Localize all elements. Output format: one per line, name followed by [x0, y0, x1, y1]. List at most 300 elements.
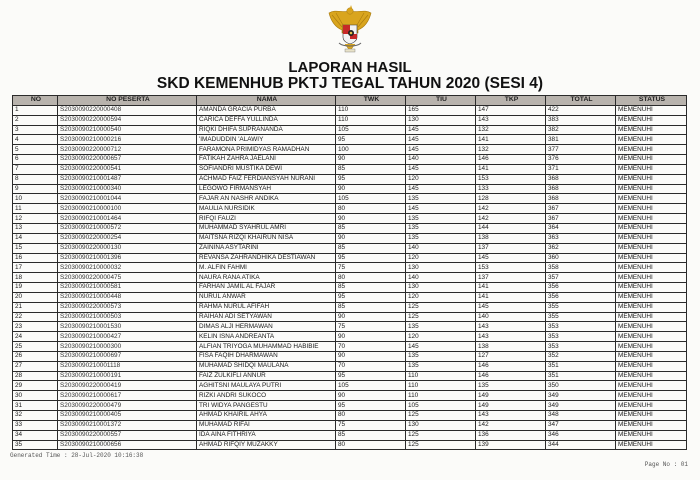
cell-twk: 80 [336, 273, 406, 283]
cell-no-peserta: S2030090210001372 [58, 420, 197, 430]
cell-no-peserta: S2030090210001464 [58, 214, 197, 224]
table-row [13, 401, 687, 411]
cell-tiu: 130 [406, 420, 476, 430]
cell-tiu: 130 [406, 283, 476, 293]
cell-status: MEMENUHI [616, 391, 687, 401]
cell-no-peserta: S2030090210000427 [58, 332, 197, 342]
table-row [13, 135, 687, 145]
cell-tiu: 125 [406, 302, 476, 312]
cell-no-peserta: S2030090220000557 [58, 430, 197, 440]
cell-no: 10 [13, 194, 58, 204]
cell-tkp: 149 [476, 401, 546, 411]
cell-status: MEMENUHI [616, 302, 687, 312]
cell-twk: 85 [336, 223, 406, 233]
cell-status: MEMENUHI [616, 223, 687, 233]
cell-no-peserta: S2030090210000697 [58, 351, 197, 361]
cell-tkp: 132 [476, 145, 546, 155]
table-row [13, 174, 687, 184]
table-row [13, 302, 687, 312]
page-number: Page No : 01 [644, 461, 688, 468]
table-row [13, 164, 687, 174]
cell-no: 7 [13, 164, 58, 174]
cell-status: MEMENUHI [616, 194, 687, 204]
cell-nama: MUHAMAD RIFAI [197, 420, 336, 430]
cell-status: MEMENUHI [616, 292, 687, 302]
cell-tiu: 135 [406, 322, 476, 332]
cell-tiu: 125 [406, 312, 476, 322]
cell-no: 12 [13, 214, 58, 224]
cell-no-peserta: S2030090220000419 [58, 381, 197, 391]
cell-tkp: 142 [476, 420, 546, 430]
cell-tkp: 139 [476, 440, 546, 450]
cell-status: MEMENUHI [616, 273, 687, 283]
cell-tiu: 145 [406, 125, 476, 135]
cell-total: 353 [546, 322, 616, 332]
cell-nama: DIMAS ALJI HERMAWAN [197, 322, 336, 332]
cell-tiu: 165 [406, 105, 476, 115]
cell-no: 5 [13, 145, 58, 155]
cell-tkp: 143 [476, 115, 546, 125]
table-row [13, 125, 687, 135]
cell-no: 24 [13, 332, 58, 342]
cell-tkp: 144 [476, 223, 546, 233]
cell-tkp: 141 [476, 283, 546, 293]
cell-tkp: 137 [476, 243, 546, 253]
cell-total: 367 [546, 204, 616, 214]
table-row [13, 332, 687, 342]
cell-twk: 95 [336, 253, 406, 263]
report-subtitle: SKD KEMENHUB PKTJ TEGAL TAHUN 2020 (SESI 4) [156, 75, 544, 92]
cell-no: 3 [13, 125, 58, 135]
table-row [13, 292, 687, 302]
cell-status: MEMENUHI [616, 430, 687, 440]
cell-tiu: 125 [406, 411, 476, 421]
cell-status: MEMENUHI [616, 351, 687, 361]
cell-tiu: 120 [406, 174, 476, 184]
table-row [13, 253, 687, 263]
cell-tiu: 125 [406, 440, 476, 450]
cell-no: 9 [13, 184, 58, 194]
cell-total: 348 [546, 411, 616, 421]
cell-status: MEMENUHI [616, 283, 687, 293]
cell-status: MEMENUHI [616, 322, 687, 332]
cell-total: 352 [546, 351, 616, 361]
cell-total: 358 [546, 263, 616, 273]
cell-status: MEMENUHI [616, 135, 687, 145]
cell-total: 344 [546, 440, 616, 450]
cell-tiu: 135 [406, 361, 476, 371]
table-row [13, 391, 687, 401]
table-row [13, 312, 687, 322]
cell-nama: IDA AINA FITHRIYA [197, 430, 336, 440]
cell-nama: 'IMADUDDIN 'ALAWIY [197, 135, 336, 145]
cell-no: 27 [13, 361, 58, 371]
cell-no-peserta: S2030090210000540 [58, 125, 197, 135]
cell-nama: KELIN ISNA ANDREANTA [197, 332, 336, 342]
cell-nama: NURUL ANWAR [197, 292, 336, 302]
cell-no: 28 [13, 371, 58, 381]
cell-twk: 100 [336, 145, 406, 155]
cell-tiu: 120 [406, 292, 476, 302]
cell-total: 353 [546, 332, 616, 342]
cell-tkp: 143 [476, 322, 546, 332]
cell-twk: 90 [336, 184, 406, 194]
cell-twk: 90 [336, 332, 406, 342]
cell-tiu: 140 [406, 155, 476, 165]
table-row [13, 361, 687, 371]
cell-twk: 95 [336, 135, 406, 145]
cell-no: 22 [13, 312, 58, 322]
column-header-twk: TWK [336, 96, 406, 106]
cell-no-peserta: S2030090210000617 [58, 391, 197, 401]
cell-tkp: 153 [476, 263, 546, 273]
column-header-total: TOTAL [546, 96, 616, 106]
cell-no-peserta: S2030090210000503 [58, 312, 197, 322]
cell-nama: RAHMA NURUL AFIFAH [197, 302, 336, 312]
table-row [13, 283, 687, 293]
report-title: LAPORAN HASIL [288, 59, 412, 76]
table-row [13, 351, 687, 361]
cell-no: 19 [13, 283, 58, 293]
cell-tiu: 120 [406, 253, 476, 263]
cell-twk: 90 [336, 312, 406, 322]
cell-tiu: 135 [406, 233, 476, 243]
cell-twk: 75 [336, 322, 406, 332]
cell-nama: MAITSNA RIZQI KHAIRUN NISA [197, 233, 336, 243]
cell-nama: ZAININA ASYTARINI [197, 243, 336, 253]
cell-tiu: 105 [406, 401, 476, 411]
table-row [13, 420, 687, 430]
table-row [13, 233, 687, 243]
table-row [13, 322, 687, 332]
table-row [13, 105, 687, 115]
column-header-status: STATUS [616, 96, 687, 106]
cell-no-peserta: S2030090220000130 [58, 243, 197, 253]
cell-nama: M. ALFIN FAHMI [197, 263, 336, 273]
cell-twk: 90 [336, 351, 406, 361]
cell-twk: 80 [336, 440, 406, 450]
table-row [13, 184, 687, 194]
cell-twk: 110 [336, 105, 406, 115]
cell-tkp: 153 [476, 174, 546, 184]
column-header-no-peserta: NO PESERTA [58, 96, 197, 106]
cell-status: MEMENUHI [616, 243, 687, 253]
cell-no: 15 [13, 243, 58, 253]
cell-status: MEMENUHI [616, 332, 687, 342]
cell-tiu: 145 [406, 204, 476, 214]
cell-tkp: 127 [476, 351, 546, 361]
cell-status: MEMENUHI [616, 115, 687, 125]
cell-nama: MAULIA NURSIDIK [197, 204, 336, 214]
cell-nama: FARHAN JAMIL AL FAJAR [197, 283, 336, 293]
table-row [13, 243, 687, 253]
cell-nama: RIFQI FAUZI [197, 214, 336, 224]
table-row [13, 145, 687, 155]
cell-no: 11 [13, 204, 58, 214]
table-row [13, 263, 687, 273]
cell-tiu: 140 [406, 273, 476, 283]
cell-total: 368 [546, 184, 616, 194]
cell-status: MEMENUHI [616, 401, 687, 411]
cell-status: MEMENUHI [616, 253, 687, 263]
cell-no: 30 [13, 391, 58, 401]
cell-status: MEMENUHI [616, 125, 687, 135]
cell-no: 25 [13, 342, 58, 352]
cell-no: 8 [13, 174, 58, 184]
cell-no: 23 [13, 322, 58, 332]
cell-nama: ACHMAD FAIZ FERDIANSYAH NURANI [197, 174, 336, 184]
cell-total: 346 [546, 430, 616, 440]
cell-nama: ALFIAN TRIYOGA MUHAMMAD HABIBIE [197, 342, 336, 352]
cell-nama: AGHITSNI MAULAYA PUTRI [197, 381, 336, 391]
cell-total: 347 [546, 420, 616, 430]
cell-no-peserta: S2030090210001487 [58, 174, 197, 184]
cell-no: 31 [13, 401, 58, 411]
cell-status: MEMENUHI [616, 164, 687, 174]
cell-tkp: 141 [476, 292, 546, 302]
cell-tkp: 149 [476, 391, 546, 401]
cell-tkp: 146 [476, 155, 546, 165]
table-body [13, 105, 687, 450]
cell-no: 6 [13, 155, 58, 165]
table-row [13, 381, 687, 391]
column-header-tkp: TKP [476, 96, 546, 106]
cell-tkp: 141 [476, 164, 546, 174]
cell-nama: MUHAMMAD SYAHRUL AMRI [197, 223, 336, 233]
cell-no-peserta: S2030090210000216 [58, 135, 197, 145]
cell-tkp: 142 [476, 214, 546, 224]
cell-twk: 80 [336, 411, 406, 421]
cell-total: 351 [546, 371, 616, 381]
cell-twk: 85 [336, 430, 406, 440]
cell-no: 18 [13, 273, 58, 283]
cell-total: 364 [546, 223, 616, 233]
cell-total: 355 [546, 312, 616, 322]
cell-twk: 105 [336, 381, 406, 391]
cell-tkp: 140 [476, 312, 546, 322]
cell-twk: 85 [336, 243, 406, 253]
cell-no-peserta: S2030090210001044 [58, 194, 197, 204]
garuda-emblem-icon [323, 3, 377, 57]
cell-no-peserta: S2030090210000581 [58, 283, 197, 293]
cell-no: 14 [13, 233, 58, 243]
cell-status: MEMENUHI [616, 361, 687, 371]
cell-tiu: 145 [406, 184, 476, 194]
cell-twk: 105 [336, 194, 406, 204]
cell-twk: 90 [336, 391, 406, 401]
cell-nama: AMANDA GRACIA PURBA [197, 105, 336, 115]
results-table [12, 95, 687, 450]
table-row [13, 223, 687, 233]
cell-tiu: 145 [406, 164, 476, 174]
cell-tiu: 110 [406, 381, 476, 391]
cell-tkp: 146 [476, 371, 546, 381]
table-row [13, 430, 687, 440]
cell-nama: FAIZ ZULKIFLI ANNUR [197, 371, 336, 381]
cell-tkp: 141 [476, 135, 546, 145]
cell-status: MEMENUHI [616, 371, 687, 381]
cell-nama: RIQKI DHIFA SUPRANANDA [197, 125, 336, 135]
cell-no-peserta: S2030090210000032 [58, 263, 197, 273]
cell-total: 353 [546, 342, 616, 352]
cell-twk: 85 [336, 302, 406, 312]
cell-no: 20 [13, 292, 58, 302]
table-row [13, 411, 687, 421]
table-header-row [13, 96, 687, 106]
cell-no-peserta: S2030090220000254 [58, 233, 197, 243]
cell-nama: FARAMONA PRIMIDYAS RAMADHAN [197, 145, 336, 155]
cell-no-peserta: S2030090210000405 [58, 411, 197, 421]
cell-no-peserta: S2030090220000475 [58, 273, 197, 283]
cell-twk: 85 [336, 283, 406, 293]
cell-no-peserta: S2030090210001118 [58, 361, 197, 371]
cell-total: 356 [546, 283, 616, 293]
cell-tiu: 145 [406, 145, 476, 155]
cell-total: 368 [546, 194, 616, 204]
cell-nama: AHMAD RIFQIY MUZAKKY [197, 440, 336, 450]
cell-no-peserta: S2030090220000573 [58, 302, 197, 312]
cell-tkp: 137 [476, 273, 546, 283]
cell-total: 355 [546, 302, 616, 312]
cell-nama: MUHAMAD SHIDQI MAULANA [197, 361, 336, 371]
cell-tkp: 143 [476, 411, 546, 421]
cell-tkp: 133 [476, 184, 546, 194]
cell-no: 34 [13, 430, 58, 440]
cell-status: MEMENUHI [616, 145, 687, 155]
cell-status: MEMENUHI [616, 105, 687, 115]
cell-twk: 110 [336, 115, 406, 125]
cell-tkp: 138 [476, 342, 546, 352]
cell-twk: 90 [336, 155, 406, 165]
generated-time: Generated Time : 28-Jul-2020 10:16:38 [10, 452, 144, 459]
table-row [13, 155, 687, 165]
cell-tiu: 135 [406, 351, 476, 361]
cell-status: MEMENUHI [616, 440, 687, 450]
cell-twk: 90 [336, 214, 406, 224]
cell-no-peserta: S2030090210000656 [58, 440, 197, 450]
column-header-tiu: TIU [406, 96, 476, 106]
cell-total: 368 [546, 174, 616, 184]
cell-tkp: 146 [476, 361, 546, 371]
cell-twk: 70 [336, 361, 406, 371]
table-row [13, 194, 687, 204]
cell-tiu: 135 [406, 214, 476, 224]
cell-total: 349 [546, 391, 616, 401]
table-row [13, 204, 687, 214]
cell-tiu: 135 [406, 194, 476, 204]
cell-total: 422 [546, 105, 616, 115]
cell-tkp: 132 [476, 125, 546, 135]
cell-no: 29 [13, 381, 58, 391]
cell-total: 362 [546, 243, 616, 253]
cell-nama: FATIKAH ZAHRA JAELANI [197, 155, 336, 165]
cell-tkp: 138 [476, 233, 546, 243]
cell-total: 349 [546, 401, 616, 411]
cell-total: 356 [546, 292, 616, 302]
cell-twk: 95 [336, 401, 406, 411]
cell-total: 363 [546, 233, 616, 243]
cell-tiu: 145 [406, 342, 476, 352]
cell-no-peserta: S2030090210000100 [58, 204, 197, 214]
table-row [13, 115, 687, 125]
cell-no-peserta: S2030090220000479 [58, 401, 197, 411]
cell-status: MEMENUHI [616, 184, 687, 194]
table-row [13, 342, 687, 352]
cell-status: MEMENUHI [616, 411, 687, 421]
cell-twk: 80 [336, 204, 406, 214]
cell-nama: REVANSA ZAHRANDHIKA DESTIAWAN [197, 253, 336, 263]
cell-no: 2 [13, 115, 58, 125]
cell-no: 32 [13, 411, 58, 421]
cell-no-peserta: S2030090220000594 [58, 115, 197, 125]
cell-no: 16 [13, 253, 58, 263]
cell-tkp: 143 [476, 332, 546, 342]
cell-tkp: 147 [476, 105, 546, 115]
cell-nama: CARICA DEFFA YULLINDA [197, 115, 336, 125]
cell-nama: AHMAD KHAIRIL AHYA [197, 411, 336, 421]
cell-no: 4 [13, 135, 58, 145]
table-row [13, 273, 687, 283]
cell-nama: FISA FAQIH DHARMAWAN [197, 351, 336, 361]
cell-status: MEMENUHI [616, 381, 687, 391]
cell-status: MEMENUHI [616, 214, 687, 224]
cell-tkp: 128 [476, 194, 546, 204]
cell-tkp: 142 [476, 204, 546, 214]
cell-no: 13 [13, 223, 58, 233]
cell-total: 382 [546, 125, 616, 135]
cell-nama: NAURA RANA ATIKA [197, 273, 336, 283]
cell-twk: 75 [336, 263, 406, 273]
cell-no: 35 [13, 440, 58, 450]
cell-no: 33 [13, 420, 58, 430]
cell-nama: RIZKI ANDRI SUKOCO [197, 391, 336, 401]
cell-no-peserta: S2030090220000712 [58, 145, 197, 155]
cell-total: 357 [546, 273, 616, 283]
cell-total: 383 [546, 115, 616, 125]
cell-no-peserta: S2030090210001530 [58, 322, 197, 332]
cell-total: 371 [546, 164, 616, 174]
cell-status: MEMENUHI [616, 263, 687, 273]
table-row [13, 214, 687, 224]
cell-tiu: 120 [406, 332, 476, 342]
cell-no-peserta: S2030090210000340 [58, 184, 197, 194]
cell-total: 376 [546, 155, 616, 165]
cell-no-peserta: S2030090210001396 [58, 253, 197, 263]
cell-no-peserta: S2030090210000572 [58, 223, 197, 233]
cell-status: MEMENUHI [616, 312, 687, 322]
column-header-nama: NAMA [197, 96, 336, 106]
cell-total: 377 [546, 145, 616, 155]
cell-nama: FAJAR AN NASHR ANDIKA [197, 194, 336, 204]
cell-no-peserta: S2030090210000448 [58, 292, 197, 302]
cell-nama: LEGOWO FIRMANSYAH [197, 184, 336, 194]
cell-nama: SOFIANDRI MUSTIKA DEWI [197, 164, 336, 174]
cell-tiu: 130 [406, 263, 476, 273]
cell-twk: 95 [336, 371, 406, 381]
cell-twk: 95 [336, 174, 406, 184]
cell-status: MEMENUHI [616, 342, 687, 352]
cell-no-peserta: S2030090220000408 [58, 105, 197, 115]
cell-tkp: 135 [476, 381, 546, 391]
cell-tiu: 140 [406, 243, 476, 253]
cell-no: 21 [13, 302, 58, 312]
cell-no: 17 [13, 263, 58, 273]
cell-total: 381 [546, 135, 616, 145]
cell-total: 350 [546, 381, 616, 391]
cell-tiu: 130 [406, 115, 476, 125]
cell-nama: TRI WIDYA PANGESTU [197, 401, 336, 411]
cell-status: MEMENUHI [616, 155, 687, 165]
